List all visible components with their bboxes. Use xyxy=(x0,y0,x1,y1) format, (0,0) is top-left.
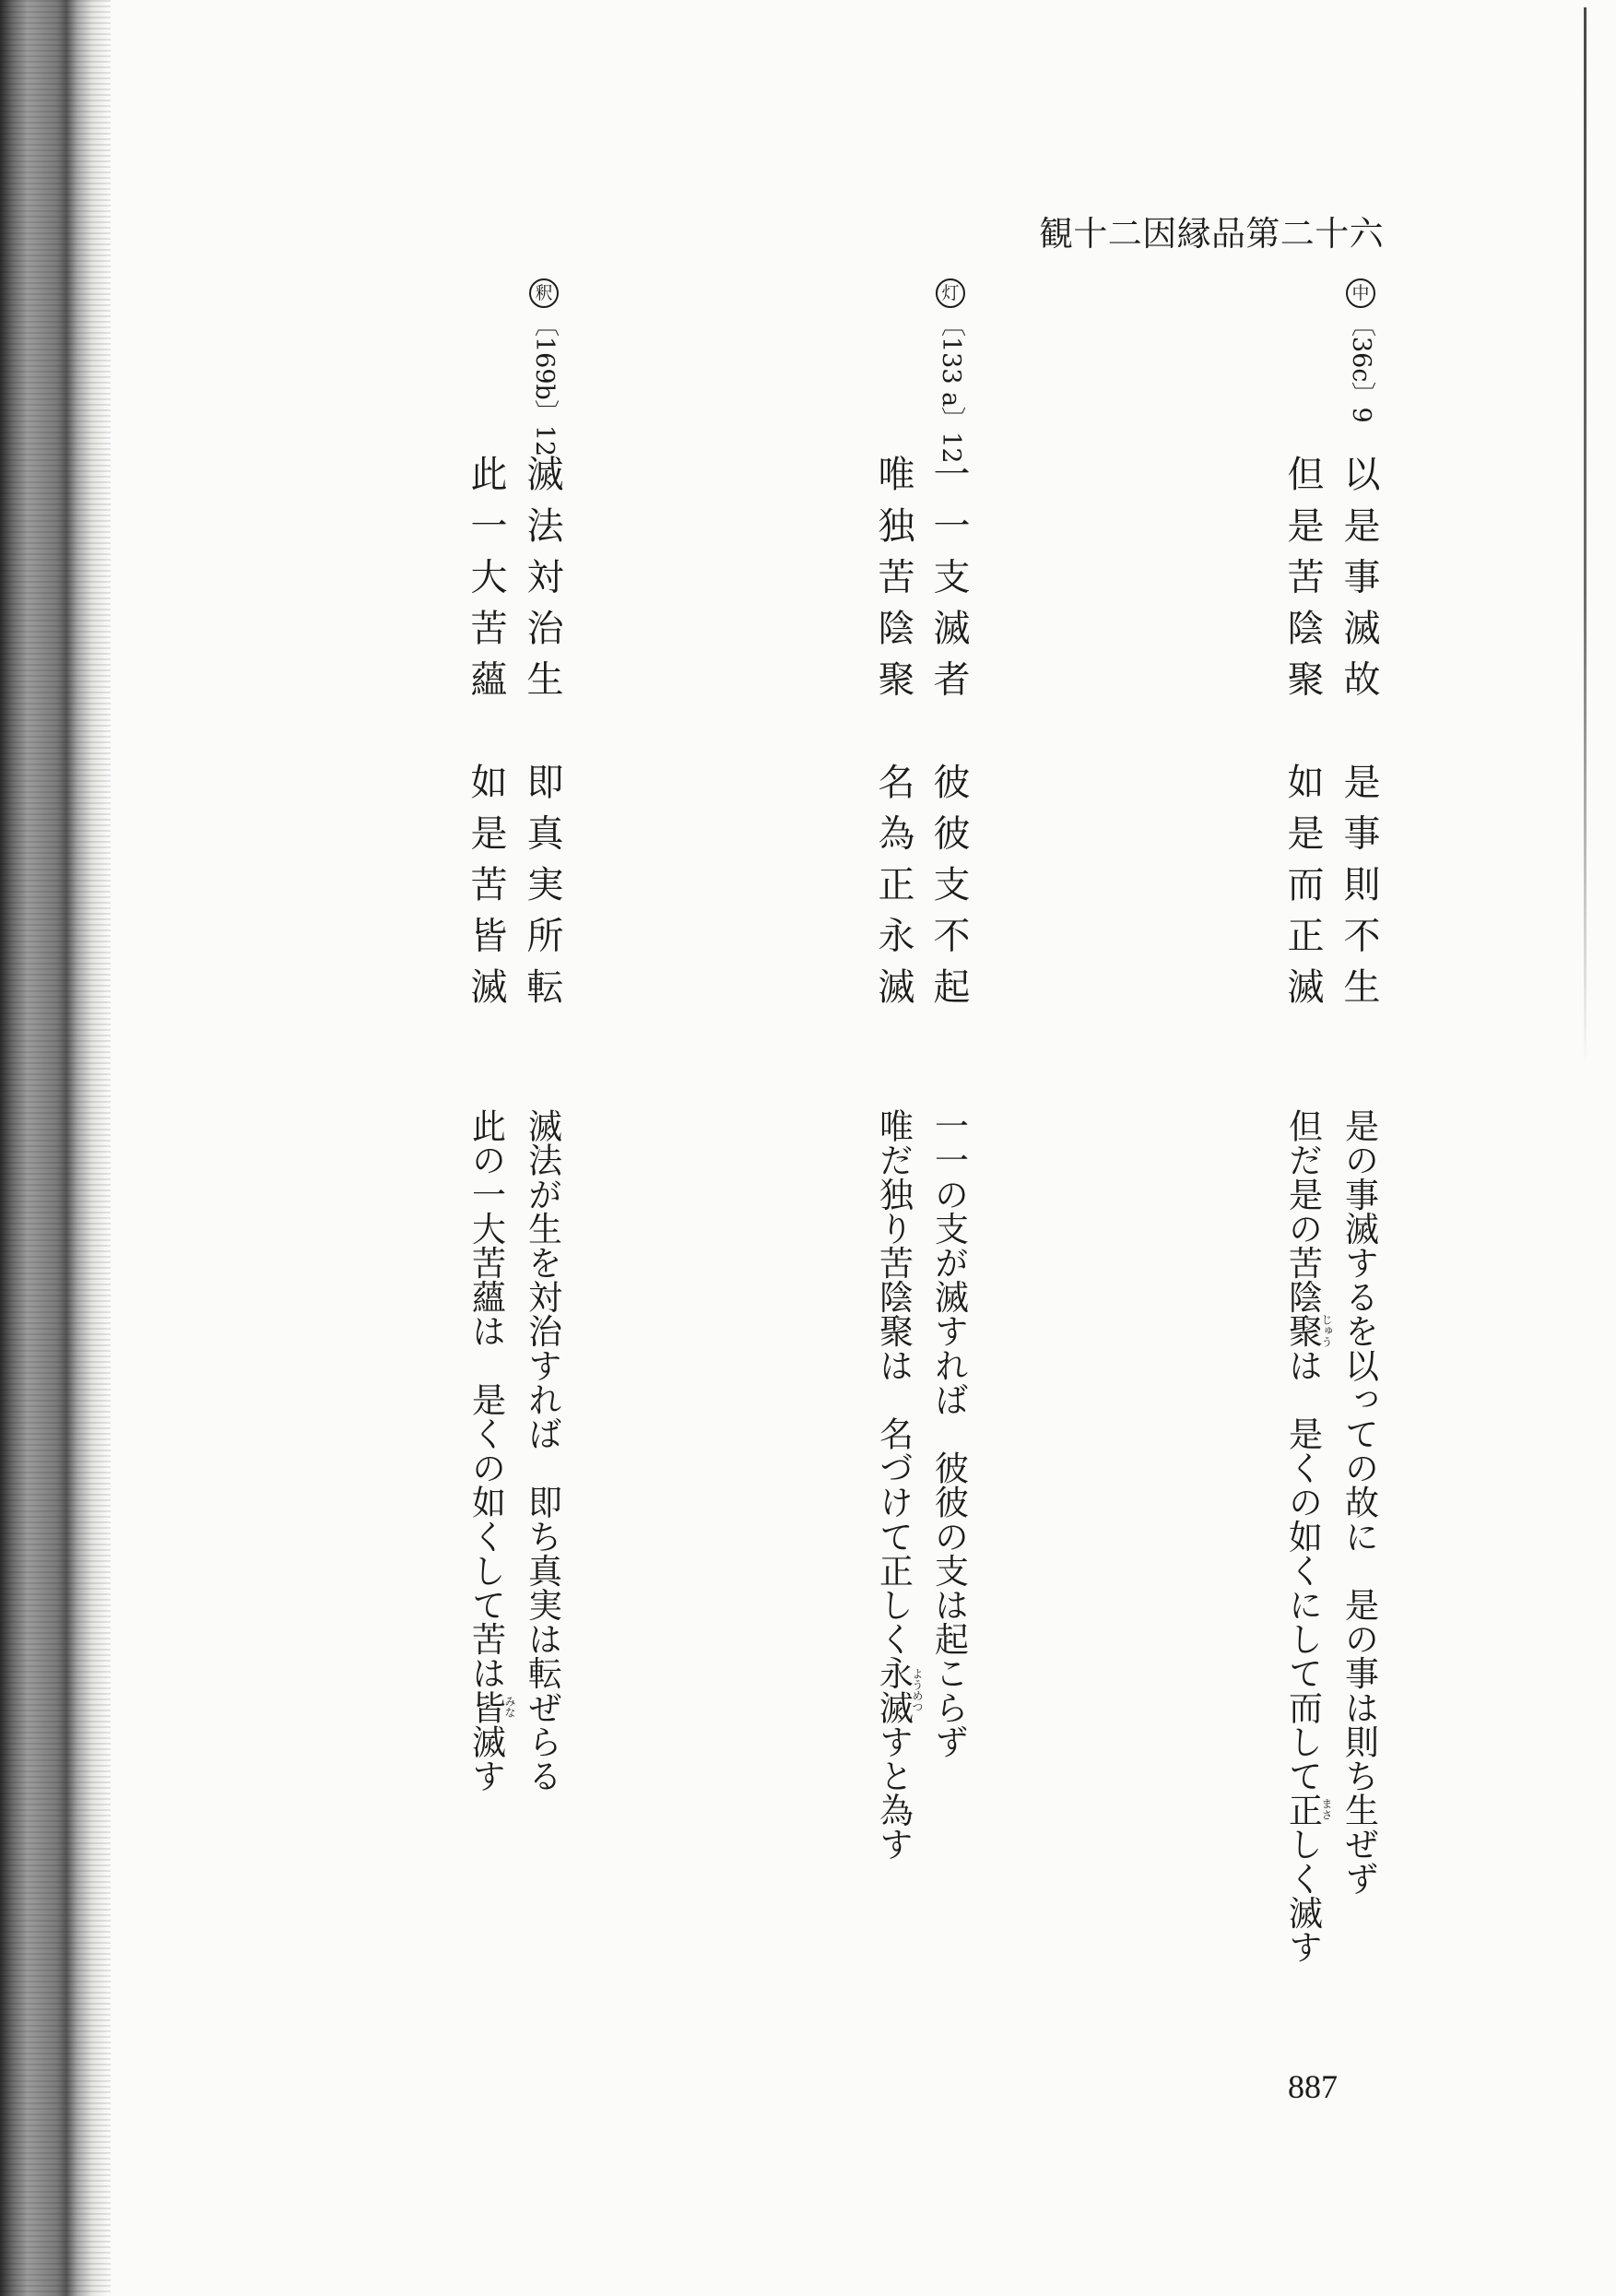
page-number: 887 xyxy=(1288,2068,1338,2105)
furigana: ようめつ xyxy=(911,1668,924,1712)
verse-line: 此一大苦蘊 如是苦皆滅 xyxy=(465,455,507,1019)
reading-line: 唯だ独り苦陰聚は 名づけて正しく永滅すと為す xyxy=(873,1108,914,1862)
reading-line: 但だ是の苦陰聚は 是くの如くにして而して正しく滅す xyxy=(1282,1108,1323,1964)
chapter-title: 観十二因縁品第二十六 xyxy=(1039,214,1384,254)
furigana: みな xyxy=(503,1696,516,1718)
source-marker-symbol: 灯 xyxy=(936,278,965,308)
source-marker-reference: 〔133 a〕12 xyxy=(937,312,965,464)
furigana: まさ xyxy=(1320,1798,1333,1820)
furigana: じゅう xyxy=(1320,1314,1333,1347)
verse-line: 滅法対治生 即真実所転 xyxy=(521,455,563,1019)
reading-line: 此の一大苦蘊は 是くの如くして苦は皆滅す xyxy=(466,1108,506,1793)
reading-line: 一一の支が滅すれば 彼彼の支は起こらず xyxy=(928,1108,969,1758)
verse-line: 以是事滅故 是事則不生 xyxy=(1338,455,1380,1019)
reading-line: 是の事滅するを以っての故に 是の事は則ち生ぜず xyxy=(1339,1108,1379,1896)
source-marker-symbol: 中 xyxy=(1346,278,1375,308)
reading-line: 滅法が生を対治すれば 即ち真実は転ぜらる xyxy=(522,1108,562,1793)
binding-shadow xyxy=(0,0,111,2296)
verse-line: 唯独苦陰聚 名為正永滅 xyxy=(872,455,914,1019)
scan-edge-line xyxy=(1584,7,1587,1068)
source-marker-symbol: 釈 xyxy=(529,278,559,308)
source-marker-reference: 〔169b〕12 xyxy=(530,312,559,457)
source-marker-reference: 〔36c〕9 xyxy=(1347,312,1375,423)
verse-line: 一一支滅者 彼彼支不起 xyxy=(927,455,970,1019)
verse-line: 但是苦陰聚 如是而正滅 xyxy=(1281,455,1324,1019)
